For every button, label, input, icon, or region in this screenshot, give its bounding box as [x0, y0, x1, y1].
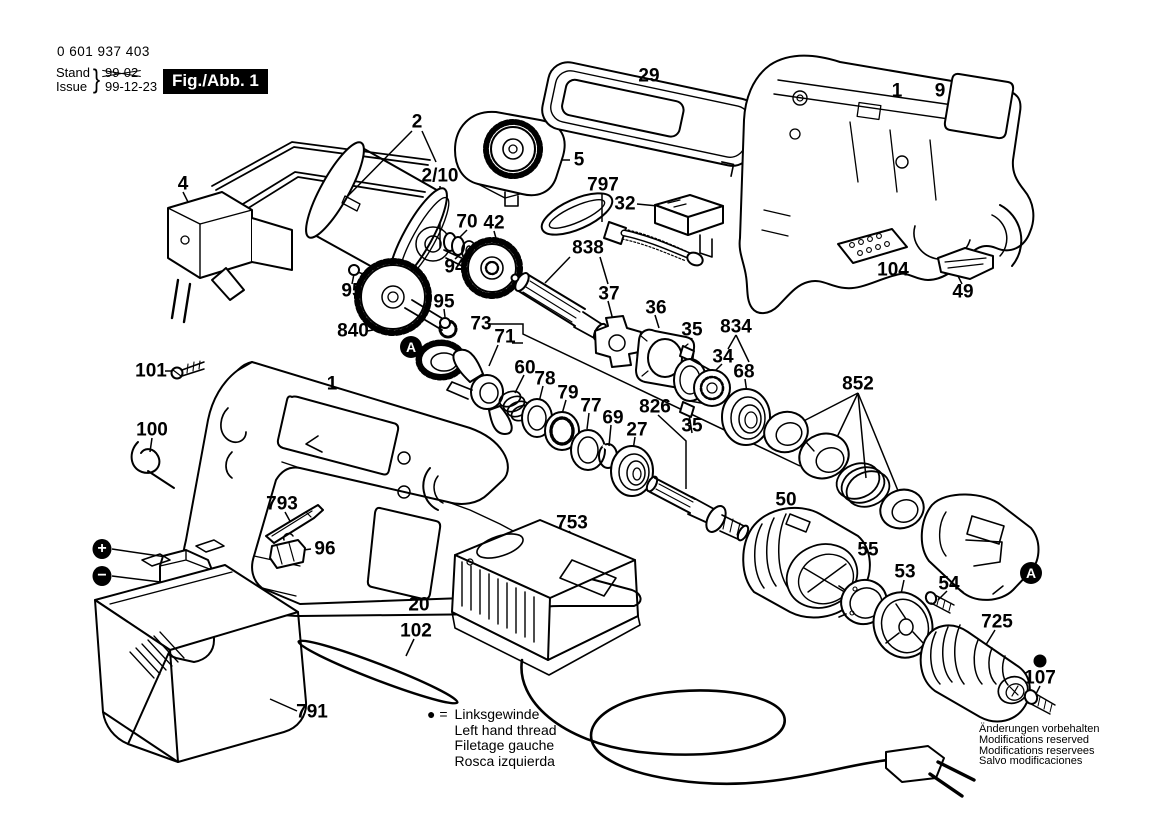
part-label-77: 77: [580, 395, 602, 417]
part-label-29: 29: [638, 65, 660, 87]
part-label-102: 102: [400, 620, 432, 642]
part-label-1: 1: [326, 373, 338, 395]
part-label-9: 9: [934, 80, 946, 102]
part-label-104: 104: [877, 259, 909, 281]
part-label-35: 35: [681, 319, 703, 341]
part-label-5: 5: [573, 149, 585, 171]
notice-line-de: Änderungen vorbehalten: [979, 723, 1100, 735]
stand-label: Stand: [56, 64, 90, 80]
legend-line-en: Left hand thread: [454, 721, 557, 738]
part-label-793: 793: [266, 493, 298, 515]
part-label-94: 94: [444, 256, 466, 278]
part-label-50: 50: [775, 489, 797, 511]
legend-line-fr: Filetage gauche: [454, 737, 555, 754]
notice-line-es: Salvo modificaciones: [979, 755, 1083, 768]
notice-line-fr: Modifications reservees: [979, 744, 1095, 757]
part-label-34: 34: [712, 346, 734, 368]
part-label-2: 2: [411, 111, 423, 133]
part-label-35: 35: [681, 415, 703, 437]
part-label-69: 69: [602, 407, 624, 429]
part-label-100: 100: [136, 419, 168, 441]
part-label-797: 797: [587, 174, 619, 196]
part-label-838: 838: [572, 237, 604, 259]
issue-date: 99-12-23: [105, 78, 158, 94]
part-label-73: 73: [470, 313, 492, 335]
part-label-70: 70: [456, 211, 478, 233]
part-label-101: 101: [135, 360, 167, 382]
issue-date-block: [56, 64, 157, 95]
part-label-107: 107: [1024, 667, 1056, 689]
part-label-826: 826: [639, 396, 671, 418]
legend-line-de: Linksgewinde: [454, 706, 540, 722]
part-label-68: 68: [733, 361, 755, 383]
part-label-791: 791: [296, 701, 328, 723]
issue-label: Issue: [56, 78, 88, 94]
part-label-840: 840: [337, 320, 369, 342]
legend-line-es: Rosca izquierda: [454, 753, 555, 770]
part-label-60: 60: [514, 357, 536, 379]
thread-dot-icon: ●: [427, 706, 436, 722]
part-label-4: 4: [177, 173, 189, 195]
brace-glyph: }: [92, 64, 101, 94]
part-label-1: 1: [891, 80, 903, 102]
part-label-27: 27: [626, 419, 648, 441]
battery-minus-marker: −: [93, 566, 112, 586]
part-label-96: 96: [314, 538, 336, 560]
part-label-53: 53: [894, 561, 916, 583]
part-label-36: 36: [645, 297, 667, 319]
left-hand-thread-legend: [427, 707, 557, 770]
part-label-20: 20: [408, 594, 430, 616]
part-label-49: 49: [952, 281, 974, 303]
part-label-725: 725: [981, 611, 1013, 633]
part-label-753: 753: [556, 512, 588, 534]
part-label-95: 95: [341, 280, 363, 302]
notice-line-en: Modifications reserved: [979, 733, 1090, 746]
part-label-95: 95: [433, 291, 455, 313]
part-label-32: 32: [614, 193, 636, 215]
figure-number-badge: Fig./Abb. 1: [163, 69, 268, 94]
part-label-55: 55: [857, 539, 879, 561]
part-label-37: 37: [598, 283, 620, 305]
part-label-42: 42: [483, 212, 505, 234]
battery-plus-marker: +: [93, 539, 112, 559]
old-issue-date: 99-02: [105, 64, 139, 80]
part-label-852: 852: [842, 373, 874, 395]
part-label-79: 79: [557, 382, 579, 404]
equals-sign: =: [439, 706, 448, 722]
assembly-marker-a-left: A: [400, 336, 422, 358]
modifications-notice: [979, 724, 1099, 767]
part-label-834: 834: [720, 316, 752, 338]
part-label-54: 54: [938, 573, 960, 595]
document-part-number: 0 601 937 403: [57, 44, 150, 59]
left-hand-thread-dot: [1034, 655, 1047, 668]
assembly-marker-a-right: A: [1020, 562, 1042, 584]
part-label-71: 71: [494, 326, 516, 348]
part-label-2-10: 2/10: [421, 165, 459, 187]
part-label-78: 78: [534, 368, 556, 390]
